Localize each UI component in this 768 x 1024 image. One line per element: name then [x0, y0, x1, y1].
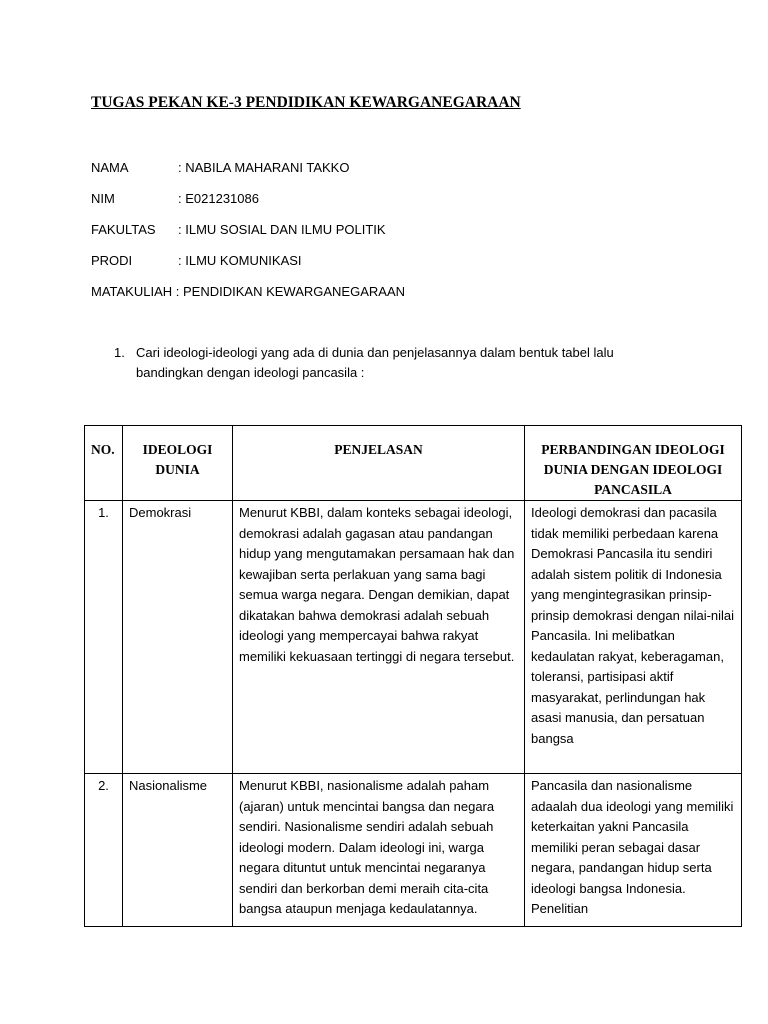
info-value: : E021231086 — [178, 191, 259, 206]
info-label: PRODI — [91, 253, 133, 268]
cell-perbandingan: Ideologi demokrasi dan pacasila tidak memiliki perbedaan karena Demokrasi Pancasila itu sendiri adalah sistem politik di Indonesia yang mengintegrasikan prinsip-prinsip demokrasi dengan nilai-nilai Pancasila. Ini melibatkan kedaulatan rakyat, keberagaman, toleransi, partisipasi aktif masyarakat, perlindungan hak asasi manusia, dan persatuan bangsa — [525, 501, 742, 774]
info-row-nim — [91, 191, 259, 206]
document-title: TUGAS PEKAN KE-3 PENDIDIKAN KEWARGANEGARAAN — [91, 94, 521, 111]
info-value: : ILMU SOSIAL DAN ILMU POLITIK — [178, 222, 386, 237]
question-item — [114, 343, 674, 383]
question-number: 1. — [114, 345, 125, 360]
question-text: Cari ideologi-ideologi yang ada di dunia dan penjelasannya dalam bentuk tabel lalu bandingkan dengan ideologi pancasila : — [136, 345, 614, 380]
info-label: MATAKULIAH — [91, 284, 173, 299]
info-value: : ILMU KOMUNIKASI — [178, 253, 302, 268]
cell-no: 1. — [85, 501, 123, 774]
info-label: NAMA — [91, 160, 129, 175]
info-value: : PENDIDIKAN KEWARGANEGARAAN — [175, 284, 406, 299]
info-label: FAKULTAS — [91, 222, 156, 237]
cell-ideologi: Demokrasi — [123, 501, 233, 774]
table-header-row — [85, 426, 742, 501]
cell-penjelasan: Menurut KBBI, nasionalisme adalah paham (ajaran) untuk mencintai bangsa dan negara sendiri. Nasionalisme sendiri adalah sebuah ideologi modern. Dalam ideologi ini, warga negara dituntut untuk mencintai negaranya sendiri dan berkorban demi meraih cita-cita bangsa ataupun menjaga kedaulatannya. — [233, 774, 525, 927]
table-row — [85, 774, 742, 927]
info-label: NIM — [91, 191, 115, 206]
ideology-table — [84, 425, 742, 927]
header-ideologi: IDEOLOGI DUNIA — [123, 426, 233, 501]
header-no: NO. — [85, 426, 123, 501]
info-row-nama — [91, 160, 349, 175]
info-row-matakuliah — [91, 284, 405, 299]
header-perbandingan: PERBANDINGAN IDEOLOGI DUNIA DENGAN IDEOLOGI PANCASILA — [525, 426, 742, 501]
cell-perbandingan: Pancasila dan nasionalisme adaalah dua ideologi yang memiliki keterkaitan yakni Pancasila memiliki peran sebagai dasar negara, pandangan hidup serta ideologi bangsa Indonesia. Penelitian — [525, 774, 742, 927]
cell-penjelasan: Menurut KBBI, dalam konteks sebagai ideologi, demokrasi adalah gagasan atau pandangan hidup yang mengutamakan persamaan hak dan kewajiban serta perlakuan yang sama bagi semua warga negara. Dengan demikian, dapat dikatakan bahwa demokrasi adalah sebuah ideologi yang mempercayai bahwa rakyat memiliki kekuasaan tertinggi di negara tersebut. — [233, 501, 525, 774]
cell-no: 2. — [85, 774, 123, 927]
info-row-prodi — [91, 253, 302, 268]
table-row — [85, 501, 742, 774]
info-value: : NABILA MAHARANI TAKKO — [178, 160, 350, 175]
cell-ideologi: Nasionalisme — [123, 774, 233, 927]
header-penjelasan: PENJELASAN — [233, 426, 525, 501]
info-row-fakultas — [91, 222, 386, 237]
